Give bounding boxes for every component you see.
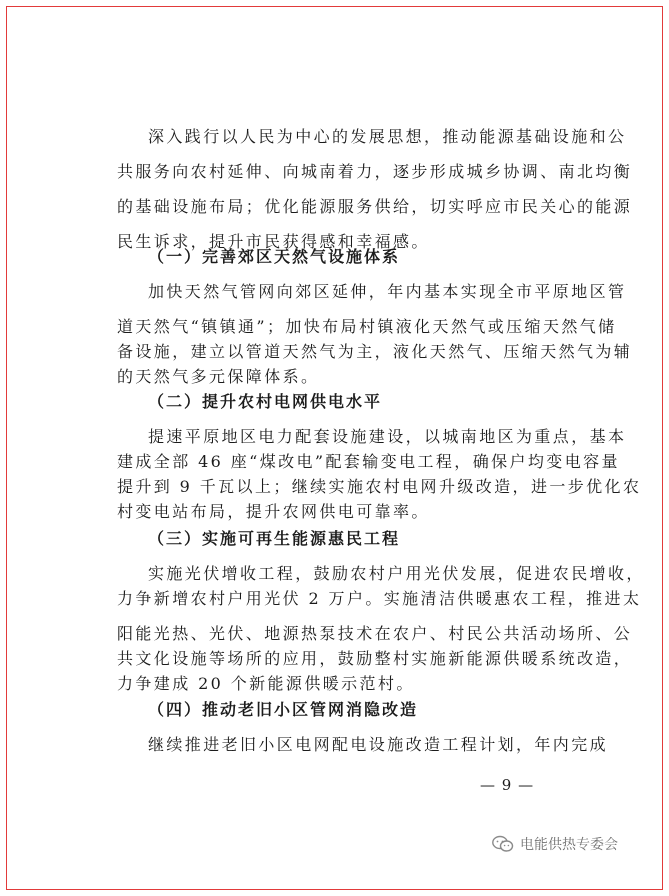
text-line: 加快天然气管网向郊区延伸，年内基本实现全市平原地区管	[148, 282, 627, 301]
text-line: 提升到 9 千瓦以上；继续实施农村电网升级改造，进一步优化农	[117, 477, 642, 496]
text-line: 的天然气多元保障体系。	[117, 367, 320, 386]
page-number: — 9 —	[480, 776, 535, 794]
text-line: 村变电站布局，提升农网供电可靠率。	[117, 502, 430, 521]
text-line: 共服务向农村延伸、向城南着力，逐步形成城乡协调、南北均衡	[117, 162, 633, 181]
text-line: 深入践行以人民为中心的发展思想，推动能源基础设施和公	[148, 127, 627, 146]
text-line: 继续推进老旧小区电网配电设施改造工程计划，年内完成	[148, 735, 609, 754]
text-line: 力争建成 20 个新能源供暖示范村。	[117, 674, 415, 693]
text-line: 的基础设施布局；优化能源服务供给，切实呼应市民关心的能源	[117, 197, 633, 216]
text-line: 提速平原地区电力配套设施建设，以城南地区为重点，基本	[148, 427, 627, 446]
text-line: 民生诉求，提升市民获得感和幸福感。	[117, 232, 430, 251]
text-line: 实施光伏增收工程，鼓励农村户用光伏发展，促进农民增收，	[148, 564, 645, 583]
section-heading: （四）推动老旧小区管网消隐改造	[148, 700, 419, 719]
text-line: 力争新增农村户用光伏 2 万户。实施清洁供暖惠农工程，推进太	[117, 589, 642, 608]
wechat-icon	[492, 835, 514, 853]
section-heading: （三）实施可再生能源惠民工程	[148, 529, 401, 548]
text-line: 道天然气“镇镇通”；加快布局村镇液化天然气或压缩天然气储	[117, 317, 617, 336]
text-line: 共文化设施等场所的应用，鼓励整村实施新能源供暖系统改造，	[117, 649, 633, 668]
watermark-text: 电能供热专委会	[520, 837, 618, 853]
text-line: 阳能光热、光伏、地源热泵技术在农户、村民公共活动场所、公	[117, 624, 633, 643]
section-heading: （一）完善郊区天然气设施体系	[148, 247, 401, 266]
text-line: 建成全部 46 座“煤改电”配套输变电工程，确保户均变电容量	[117, 452, 620, 471]
watermark	[492, 834, 618, 854]
text-line: 备设施，建立以管道天然气为主，液化天然气、压缩天然气为辅	[117, 342, 633, 361]
section-heading: （二）提升农村电网供电水平	[148, 392, 383, 411]
